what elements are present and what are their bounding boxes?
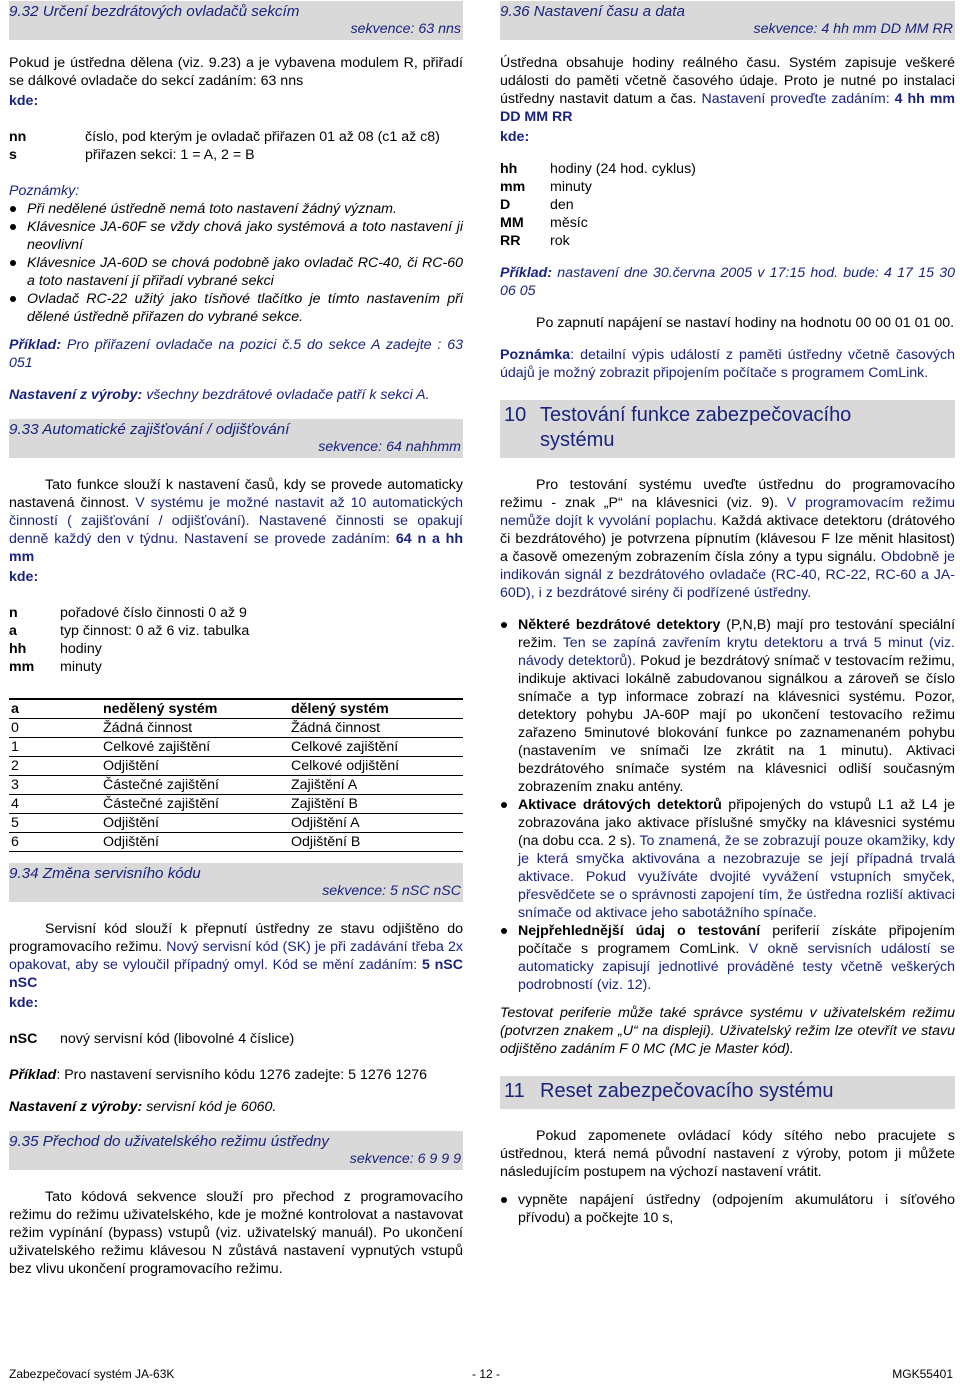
def-key: mm [500, 179, 526, 195]
left-column [9, 0, 463, 1278]
kde-label: kde: [9, 995, 39, 1011]
section-9-35-header [9, 1131, 463, 1170]
table-cell: Zajištění B [289, 795, 463, 814]
section-title: 9.33 Automatické zajišťování / odjišťování [9, 421, 290, 438]
chapter-title: Testování funkce zabezpečovacího systému [540, 404, 852, 451]
factory-text: všechny bezdrátové ovladače patří k sekci A. [142, 387, 430, 403]
example-paragraph [9, 1066, 463, 1084]
section-sequence: sekvence: 63 nns [350, 21, 461, 37]
def-value: rok [550, 233, 570, 249]
table-row [9, 833, 463, 852]
kde-label: kde: [500, 129, 530, 145]
section-9-36-header [500, 1, 955, 40]
tail-paragraph: Testovat periferie může také správce systému v uživatelském režimu (potvrzen znakem „U“ na displeji). Uživatelský režim lze otevřít ve stavu odjištěno zadáním F 0 MC (MC je Master kód). [500, 1005, 955, 1057]
def-value: typ činnost: 0 až 6 viz. tabulka [60, 623, 250, 639]
list-item: Klávesnice JA-60F se vždy chová jako systémová a toto nastavení ji neovlivní [27, 219, 463, 253]
example-paragraph [9, 336, 463, 372]
text-run: Obdobně je indikován signál z bezdrátového ovladače (RC-40, RC-22, RC-60 a JA-60D), i z bezdrátové sirény či podřízené ústředny. [500, 549, 955, 601]
table-cell: Částečné zajištění [101, 776, 289, 795]
list-item-title: Aktivace drátových detektorů [518, 797, 722, 813]
def-key: mm [9, 659, 35, 675]
table-cell: Částečné zajištění [101, 795, 289, 814]
right-column [500, 0, 955, 1227]
table-cell: Celkové zajištění [289, 738, 463, 757]
section-title: 9.32 Určení bezdrátových ovladačů sekcím [9, 3, 300, 20]
notes-label: Poznámky: [9, 183, 80, 199]
def-key: D [500, 197, 511, 213]
list-item: vypněte napájení ústředny (odpojením akumulátoru i síťového přívodu) a počkejte 10 s, [518, 1192, 955, 1226]
note-paragraph [500, 346, 955, 382]
paragraph [9, 476, 463, 566]
text-run: periferií získáte připojením počítače s programem ComLink. [518, 923, 955, 957]
text-run: Nastavení proveďte zadáním: [701, 91, 895, 107]
kde-label: kde: [9, 93, 39, 109]
table-cell: 3 [9, 776, 101, 795]
text-run: Nový servisní kód (SK) je při zadávání třeba 2x opakovat, aby se vyloučil případný omyl. Kód se mění zadáním: [9, 939, 464, 973]
list-item [518, 796, 955, 922]
section-sequence: sekvence: 64 nahhmm [318, 439, 461, 455]
def-value: hodiny (24 hod. cyklus) [550, 161, 696, 177]
def-key: hh [9, 641, 27, 657]
def-value: pořadové číslo činnosti 0 až 9 [60, 605, 247, 621]
text-run: V okně servisních událostí se automaticky zapisují jednotlivé prováděné testy včetně veškerých podrobností (viz. 12). [518, 941, 955, 993]
list-item [518, 922, 955, 994]
note-label: Poznámka [500, 347, 571, 363]
def-key: MM [500, 215, 524, 231]
table-row [9, 719, 463, 738]
section-title: 9.35 Přechod do uživatelského režimu ústředny [9, 1133, 329, 1150]
paragraph [500, 54, 955, 126]
factory-label: Nastavení z výroby: [9, 1099, 143, 1115]
chapter-11-header [500, 1076, 955, 1109]
table-header: nedělený systém [101, 699, 289, 719]
section-sequence: sekvence: 5 nSC nSC [322, 883, 461, 899]
def-key: n [9, 605, 18, 621]
table-row [9, 814, 463, 833]
table-cell: Celkové odjištění [289, 757, 463, 776]
def-value: hodiny [60, 641, 102, 657]
chapter-number: 11 [504, 1080, 525, 1102]
chapter-10-header [500, 400, 955, 458]
section-sequence: sekvence: 4 hh mm DD MM RR [753, 21, 953, 37]
text-run: V systému je možné nastavit až 10 automatických činností ( zajišťování / odjišťování). Nastavené činnosti se opakují denně každý den v týdnu. Nastavení se provede zadáním: [9, 495, 464, 547]
paragraph: Pokud je ústředna dělena (viz. 9.23) a je vybavena modulem R, přiřadí se dálkové ovladače do sekcí zadáním: 63 nns [9, 55, 463, 89]
text-run: Servisní kód slouží k přepnutí ústředny ze stavu odjištěno do programovacího režimu. [9, 921, 463, 955]
list-item: Při nedělené ústředně nemá toto nastavení žádný význam. [27, 200, 463, 218]
section-sequence: sekvence: 6 9 9 9 [349, 1151, 461, 1167]
test-list [500, 616, 955, 994]
text-run: (P,N,B) mají pro testování speciální režim. [518, 617, 956, 651]
table-cell: Odjištění [101, 757, 289, 776]
table-cell: Odjištění [101, 814, 289, 833]
example-label: Příklad: [500, 265, 553, 281]
list-item: Klávesnice JA-60D se chová podobně jako ovladač RC-40, či RC-60 a toto nastavení jí přiřadí vybrané sekci [27, 255, 463, 289]
table-cell: Zajištění A [289, 776, 463, 795]
def-value: minuty [60, 659, 102, 675]
list-item [518, 616, 955, 796]
example-paragraph [500, 264, 955, 300]
section-9-32-header [9, 1, 463, 40]
text-run: Ten se zapíná zavřením krytu detektoru a trvá 5 minut (viz. návody detektorů). [518, 635, 955, 669]
table-cell: 6 [9, 833, 101, 852]
text-run: Ústředna obsahuje hodiny reálného času. Systém zapisuje veškeré události do paměti včetně časového údaje. Proto je nutné po instalaci ústředny nastavit datum a čas. [500, 55, 955, 107]
section-9-33-header [9, 419, 463, 458]
factory-text: servisní kód je 6060. [142, 1099, 277, 1115]
list-item-title: Nejpřehlednější údaj o testování [518, 923, 761, 939]
text-run: To znamená, že se zobrazují pouze okamžiky, kdy je která smyčka aktivována a nezobrazuje se její případná trvalá aktivace. Pokud využíváte dvojité vyvážení vstupních smyček, přesvědčete se o správnosti zapojení tím, že ústředna rozliší aktivaci snímače od aktivace jeho sabotážního spínače. [518, 833, 955, 921]
def-value: den [550, 197, 574, 213]
section-title: 9.36 Nastavení času a data [500, 3, 685, 20]
notes-list [9, 200, 463, 326]
table-row [9, 795, 463, 814]
def-key: a [9, 623, 17, 639]
text-run: připojených do vstupů L1 až L4 je zobrazována jako aktivace příslušné smyčky na klávesnici systému (na dobu cca. 2 s). [518, 797, 955, 849]
list-item-title: Některé bezdrátové detektory [518, 617, 721, 633]
table-cell: Žádná činnost [101, 719, 289, 738]
section-9-34-header [9, 863, 463, 902]
paragraph: Po zapnutí napájení se nastaví hodiny na hodnotu 00 00 01 01 00. [536, 315, 955, 331]
table-cell: Žádná činnost [289, 719, 463, 738]
table-cell: 0 [9, 719, 101, 738]
code-run: 5 nSC nSC [9, 957, 463, 991]
def-value: nový servisní kód (libovolné 4 číslice) [60, 1031, 295, 1047]
example-label: Příklad: [9, 337, 62, 353]
table-cell: 5 [9, 814, 101, 833]
def-key: nn [9, 129, 27, 145]
paragraph: Tato kódová sekvence slouží pro přechod z programovacího režimu do režimu uživatelského, kde je možné kontrolovat a nastavovat režim vypínání (bypass) vstupů (viz. uživatelský manuál). Po ukončení uživatelského režimu klávesou N zůstává nastavení vypnutých vstupů bez vlivu ukončení programovacího režimu. [9, 1189, 463, 1277]
chapter-number: 10 [504, 404, 527, 426]
table-row [9, 757, 463, 776]
table-cell: 2 [9, 757, 101, 776]
text-run: Pokud je bezdrátový snímač v testovacím režimu, indikuje aktivaci lokálně zabudovanou signálkou a zároveň se číslo snímače a typ informace zobrazí na klávesnici systému. Pozor, detektory pohybu JA-60P mají po ukončení testovacího režimu zařazeno 5minutové blokování funkce po zaznamenaném pohybu (nastavením ve snímači lze zkrátit na 1 minutu). Aktivaci bezdrátového snímače systém na klávesnici odliší současným zobrazením znaku antény. [518, 653, 956, 795]
def-key: s [9, 147, 17, 163]
definition-list [9, 1030, 463, 1048]
table-cell: Odjištění A [289, 814, 463, 833]
table-row [9, 776, 463, 795]
paragraph [500, 476, 955, 602]
table-cell: Odjištění [101, 833, 289, 852]
text-run: Každá aktivace detektoru (drátového či bezdrátového) je potvrzena pípnutím (klávesou F lze měnit hlasitost) a časově omezeným zobrazením čísla zóny a typu signálu. [500, 513, 955, 565]
example-text: Pro přiřazení ovladače na pozici č.5 do sekce A zadejte : 63 051 [9, 337, 463, 371]
table-header: a [9, 699, 101, 719]
example-text: nastavení dne 30.června 2005 v 17:15 hod. bude: 4 17 15 30 06 05 [500, 265, 955, 299]
table-header: dělený systém [289, 699, 463, 719]
def-value: minuty [550, 179, 592, 195]
definition-list [500, 160, 955, 250]
table-header-row [9, 699, 463, 719]
example-text: : Pro nastavení servisního kódu 1276 zadejte: 5 1276 1276 [56, 1067, 428, 1083]
chapter-title: Reset zabezpečovacího systému [540, 1080, 834, 1102]
code-run: 4 hh mm DD MM RR [500, 91, 955, 125]
page-number: - 12 - [472, 1367, 501, 1381]
example-label: Příklad [9, 1067, 57, 1083]
paragraph [9, 920, 463, 992]
section-title: 9.34 Změna servisního kódu [9, 865, 201, 882]
definition-list [9, 128, 463, 164]
factory-paragraph [9, 386, 463, 404]
activity-table [9, 698, 463, 852]
table-cell: Odjištění B [289, 833, 463, 852]
factory-paragraph [9, 1098, 463, 1116]
note-text: : detailní výpis událostí z paměti ústředny včetně časových údajů je možný zobrazit připojením počítače s programem ComLink. [500, 347, 955, 381]
footer-product: Zabezpečovací systém JA-63K [9, 1367, 175, 1381]
def-key: RR [500, 233, 521, 249]
list-item: Ovladač RC-22 užitý jako tísňové tlačítko je tímto nastavením při dělené ústředně přiřazen do vybrané sekce. [27, 291, 463, 325]
text-run: Tato funkce slouží k nastavení časů, kdy se provede automaticky nastavená činnost. [9, 477, 463, 511]
def-value: přiřazen sekci: 1 = A, 2 = B [85, 147, 255, 163]
table-cell: 1 [9, 738, 101, 757]
factory-label: Nastavení z výroby: [9, 387, 143, 403]
kde-label: kde: [9, 569, 39, 585]
definition-list [9, 604, 463, 676]
text-run: V programovacím režimu nemůže dojít k vyvolání poplachu. [500, 495, 955, 529]
def-value: měsíc [550, 215, 588, 231]
text-run: Pro testování systému uveďte ústřednu do programovacího režimu - znak „P“ na klávesnici (viz. 9). [500, 477, 955, 511]
def-key: hh [500, 161, 518, 177]
reset-list [500, 1191, 955, 1227]
paragraph: Pokud zapomenete ovládací kódy sítého nebo pracujete s ústřednou, která nemá původní nastavení z výroby, potom ji můžete následujícím postupem na výchozí nastavení vrátit. [500, 1128, 955, 1180]
table-cell: Celkové zajištění [101, 738, 289, 757]
def-value: číslo, pod kterým je ovladač přiřazen 01 až 08 (c1 až c8) [85, 129, 440, 145]
table-cell: 4 [9, 795, 101, 814]
def-key: nSC [9, 1031, 38, 1047]
document-code: MGK55401 [892, 1367, 953, 1381]
code-run: 64 n a hh mm [9, 531, 463, 565]
table-row [9, 738, 463, 757]
